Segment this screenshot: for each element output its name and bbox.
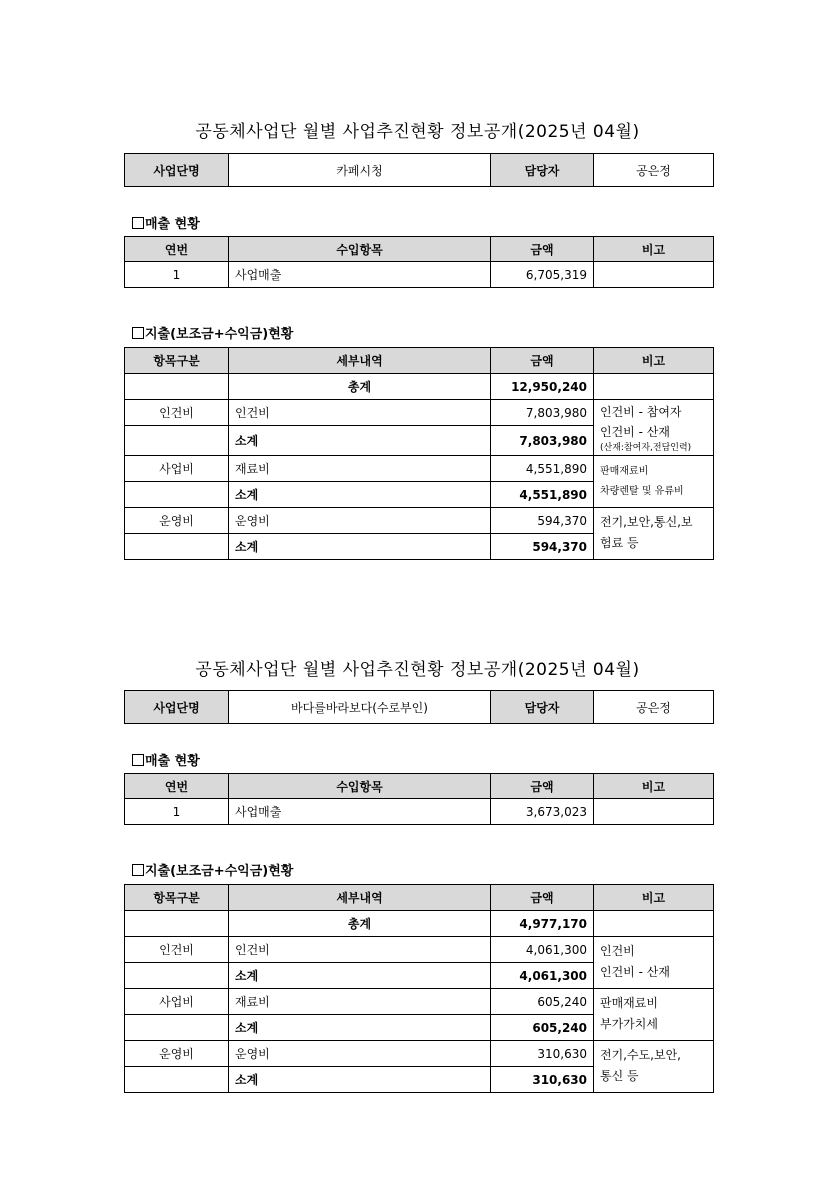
col-header: 수입항목 — [229, 237, 491, 262]
col-header: 항목구분 — [125, 348, 229, 374]
table-row: 운영비 운영비 310,630 전기,수도,보안, 통신 등 — [125, 1041, 714, 1067]
col-header: 비고 — [594, 237, 714, 262]
subtotal-row: 소계 4,551,890 — [125, 482, 714, 508]
checkbox-icon — [132, 217, 144, 229]
total-row: 총계 4,977,170 — [125, 911, 714, 937]
subtotal-row: 소계 594,370 — [125, 534, 714, 560]
col-header: 금액 — [491, 348, 594, 374]
expense-table — [124, 884, 713, 1093]
expense-table — [124, 347, 713, 560]
note-cell: 전기,보안,통신,보 험료 등 — [594, 508, 714, 560]
col-header: 항목구분 — [125, 885, 229, 911]
note-cell: 전기,수도,보안, 통신 등 — [594, 1041, 714, 1093]
manager-value: 공은정 — [594, 691, 714, 724]
table-row: 1 사업매출 3,673,023 — [125, 799, 714, 825]
org-label: 사업단명 — [125, 154, 229, 187]
manager-label: 담당자 — [491, 154, 594, 187]
note-cell: 인건비 인건비 - 산재 — [594, 937, 714, 989]
table-row: 1 사업매출 6,705,319 — [125, 262, 714, 288]
col-header: 금액 — [491, 774, 594, 799]
col-header: 수입항목 — [229, 774, 491, 799]
col-header: 연번 — [125, 237, 229, 262]
sales-table — [124, 236, 713, 288]
manager-value: 공은정 — [594, 154, 714, 187]
manager-label: 담당자 — [491, 691, 594, 724]
subtotal-row: 소계 605,240 — [125, 1015, 714, 1041]
checkbox-icon — [132, 327, 144, 339]
expense-heading: 지출(보조금+수익금)현황 — [132, 860, 293, 879]
checkbox-icon — [132, 864, 144, 876]
col-header: 세부내역 — [229, 885, 491, 911]
total-row: 총계 12,950,240 — [125, 374, 714, 400]
org-value: 바다를바라보다(수로부인) — [229, 691, 491, 724]
subtotal-row: 소계 7,803,980 — [125, 426, 714, 456]
note-cell: 판매재료비 차량렌탈 및 유류비 — [594, 456, 714, 508]
sales-heading: 매출 현황 — [132, 750, 200, 769]
col-header: 금액 — [491, 885, 594, 911]
table-row: 사업비 재료비 605,240 판매재료비 부가가치세 — [125, 989, 714, 1015]
col-header: 세부내역 — [229, 348, 491, 374]
table-row: 운영비 운영비 594,370 전기,보안,통신,보 험료 등 — [125, 508, 714, 534]
subtotal-row: 소계 4,061,300 — [125, 963, 714, 989]
col-header: 비고 — [594, 348, 714, 374]
table-row: 인건비 인건비 4,061,300 인건비 인건비 - 산재 — [125, 937, 714, 963]
table-row: 인건비 인건비 7,803,980 인건비 - 참여자 인건비 - 산재 (산재:참여자,전담인력) — [125, 400, 714, 426]
org-label: 사업단명 — [125, 691, 229, 724]
col-header: 금액 — [491, 237, 594, 262]
table-row: 사업비 재료비 4,551,890 판매재료비 차량렌탈 및 유류비 — [125, 456, 714, 482]
page-title: 공동체사업단 월별 사업추진현황 정보공개(2025년 04월) — [195, 660, 640, 680]
subtotal-row: 소계 310,630 — [125, 1067, 714, 1093]
sales-heading: 매출 현황 — [132, 213, 200, 232]
col-header: 비고 — [594, 774, 714, 799]
sales-table — [124, 773, 713, 825]
checkbox-icon — [132, 754, 144, 766]
org-value: 카페시청 — [229, 154, 491, 187]
page-title: 공동체사업단 월별 사업추진현황 정보공개(2025년 04월) — [195, 122, 640, 142]
note-cell: 판매재료비 부가가치세 — [594, 989, 714, 1041]
note-cell: 인건비 - 참여자 인건비 - 산재 (산재:참여자,전담인력) — [594, 400, 714, 456]
info-table — [124, 153, 713, 187]
expense-heading: 지출(보조금+수익금)현황 — [132, 323, 293, 342]
col-header: 비고 — [594, 885, 714, 911]
col-header: 연번 — [125, 774, 229, 799]
info-table — [124, 690, 713, 724]
